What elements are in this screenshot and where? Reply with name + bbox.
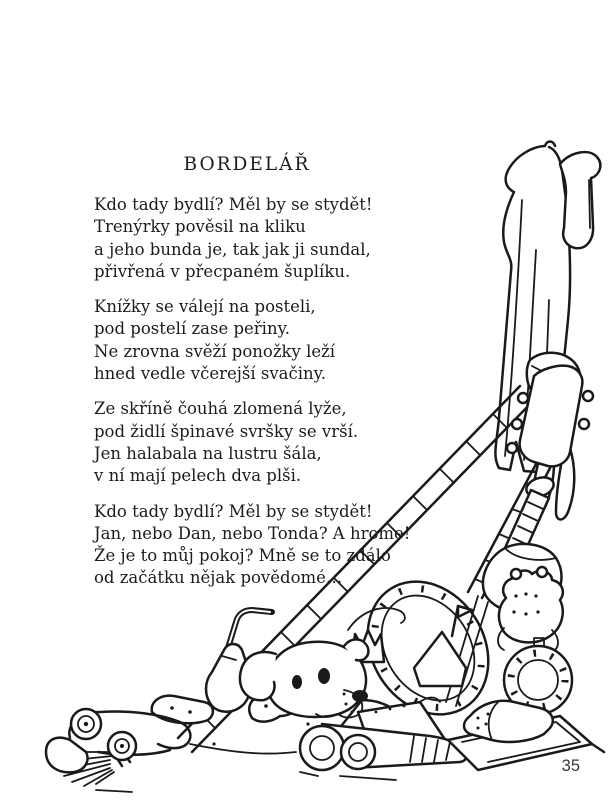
poem-line: Kdo tady bydlí? Měl by se stydět! <box>94 195 373 214</box>
poem-line: Že je to můj pokoj? Mně se to zdálo <box>94 546 391 566</box>
shoe-and-papers-drawing <box>448 701 604 770</box>
page-number: 35 <box>561 757 580 775</box>
poem-line: Knížky se válejí na posteli, <box>94 297 316 317</box>
poem-line: hned vedle včerejší svačiny. <box>94 364 326 384</box>
poem-line: Ne zrovna svěží ponožky leží <box>94 341 336 361</box>
poem-line: přivřená v přecpaném šuplíku. <box>94 261 351 281</box>
poem-line: pod židlí špinavé svršky se vrší. <box>94 421 359 441</box>
poem-line: od začátku nějak povědomé… <box>94 568 343 588</box>
poem-line: Ze skříně čouhá zlomená lyže, <box>94 399 347 419</box>
binoculars-drawing <box>300 724 467 770</box>
poem-line: Jen halabala na lustru šála, <box>94 443 322 463</box>
frog-drawing <box>498 567 563 652</box>
poem-title: BORDELÁŘ <box>183 154 311 175</box>
poem-line: v ní mají pelech dva plši. <box>94 466 302 486</box>
poem-line: Kdo tady bydlí? Měl by se stydět! <box>94 501 373 521</box>
poem-line: Jan, nebo Dan, nebo Tonda? A hrome! <box>94 523 411 543</box>
poem-line: a jeho bunda je, tak jak ji sundal, <box>94 239 371 259</box>
poem-line: pod postelí zase peřiny. <box>94 319 290 339</box>
poem-line: Trenýrky pověsil na kliku <box>94 217 306 237</box>
